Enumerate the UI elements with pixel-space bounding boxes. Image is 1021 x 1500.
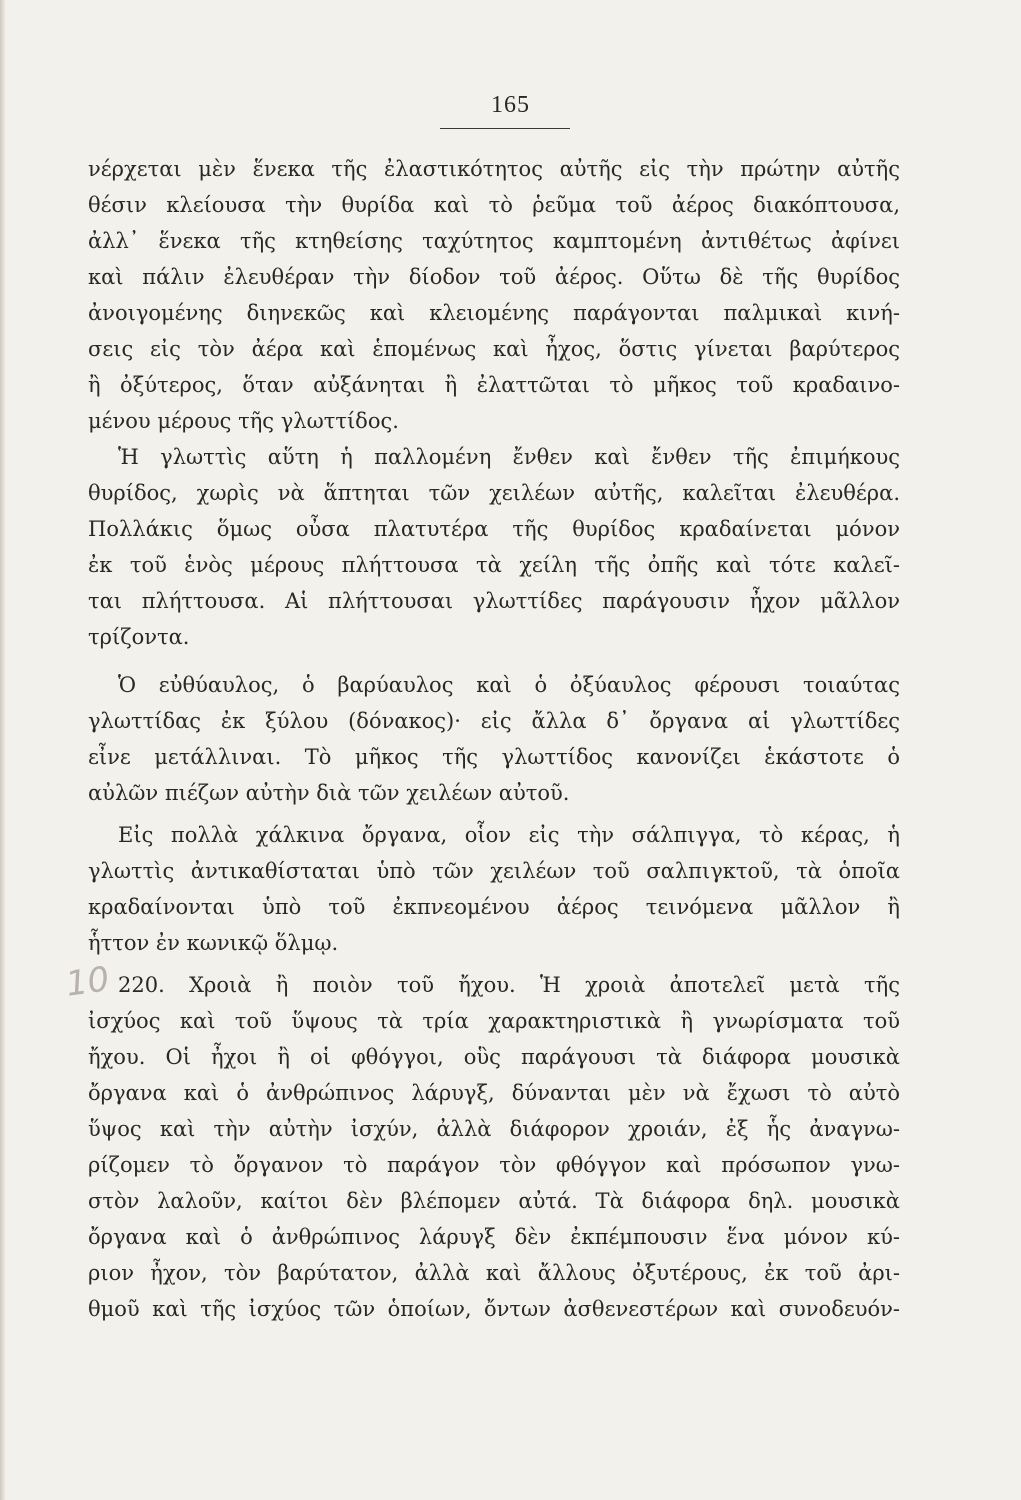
- text-line: Ἡ γλωττὶς αὕτη ἡ παλλομένη ἔνθεν καὶ ἔνθεν τῆς ἐπιμήκους: [118, 445, 900, 469]
- text-line: θέσιν κλείουσα τὴν θυρίδα καὶ τὸ ῥεῦμα τοῦ ἀέρος διακόπτουσα,: [88, 193, 900, 217]
- text-line: ται πλήττουσα. Αἱ πλήττουσαι γλωττίδες παράγουσιν ἦχον μᾶλλον: [88, 589, 900, 613]
- text-line: ἤχου. Οἱ ἦχοι ἢ οἱ φθόγγοι, οὓς παράγουσι τὰ διάφορα μουσικὰ: [88, 1045, 900, 1069]
- text-line: ἐκ τοῦ ἑνὸς μέρους πλήττουσα τὰ χείλη τῆς ὀπῆς καὶ τότε καλεῖ-: [88, 553, 900, 577]
- text-line: καὶ πάλιν ἐλευθέραν τὴν δίοδον τοῦ ἀέρος. Οὕτω δὲ τῆς θυρίδος: [88, 265, 900, 289]
- text-line: Πολλάκις ὅμως οὖσα πλατυτέρα τῆς θυρίδος κραδαίνεται μόνον: [88, 517, 900, 541]
- text-line: ρίζομεν τὸ ὄργανον τὸ παράγον τὸν φθόγγον καὶ πρόσωπον γνω-: [88, 1153, 900, 1177]
- text-line: αὐλῶν πιέζων αὐτὴν διὰ τῶν χειλέων αὐτοῦ.: [88, 781, 570, 805]
- section-heading-line: 220. Χροιὰ ἢ ποιὸν τοῦ ἤχου. Ἡ χροιὰ ἀποτελεῖ μετὰ τῆς: [118, 973, 900, 997]
- text-line: γλωττὶς ἀντικαθίσταται ὑπὸ τῶν χειλέων τοῦ σαλπιγκτοῦ, τὰ ὁποῖα: [88, 859, 900, 883]
- text-line: ριον ἦχον, τὸν βαρύτατον, ἀλλὰ καὶ ἄλλους ὀξυτέρους, ἐκ τοῦ ἀρι-: [88, 1261, 900, 1285]
- text-line: ἢ ὀξύτερος, ὅταν αὐξάνηται ἢ ἐλαττῶται τὸ μῆκος τοῦ κραδαινο-: [88, 373, 900, 397]
- text-line: τρίζοντα.: [88, 625, 190, 649]
- text-line: ὄργανα καὶ ὁ ἀνθρώπινος λάρυγξ, δύνανται μὲν νὰ ἔχωσι τὸ αὐτὸ: [88, 1081, 900, 1105]
- text-line: σεις εἰς τὸν ἀέρα καὶ ἑπομένως καὶ ἦχος, ὅστις γίνεται βαρύτερος: [88, 337, 900, 361]
- text-line: μένου μέρους τῆς γλωττίδος.: [88, 409, 399, 433]
- text-line: ὄργανα καὶ ὁ ἀνθρώπινος λάρυγξ δὲν ἐκπέμπουσιν ἕνα μόνον κύ-: [88, 1225, 900, 1249]
- text-line: θυρίδος, χωρὶς νὰ ἅπτηται τῶν χειλέων αὐτῆς, καλεῖται ἐλευθέρα.: [88, 481, 900, 505]
- text-line: κραδαίνονται ὑπὸ τοῦ ἐκπνεομένου ἀέρος τεινόμενα μᾶλλον ἢ: [88, 895, 900, 919]
- text-line: Εἰς πολλὰ χάλκινα ὄργανα, οἷον εἰς τὴν σάλπιγγα, τὸ κέρας, ἡ: [118, 823, 900, 847]
- text-line: ἧττον ἐν κωνικῷ ὅλμῳ.: [88, 931, 339, 955]
- text-line: ἀνοιγομένης διηνεκῶς καὶ κλειομένης παράγονται παλμικαὶ κινή-: [88, 301, 900, 325]
- page-number: 165: [491, 92, 530, 118]
- page-edge-shadow: [0, 0, 6, 1500]
- handwritten-margin-note: 10: [63, 959, 112, 1005]
- header-rule: [440, 128, 570, 129]
- text-line: θμοῦ καὶ τῆς ἰσχύος τῶν ὁποίων, ὄντων ἀσθενεστέρων καὶ συνοδευόν-: [88, 1297, 900, 1321]
- text-line: γλωττίδας ἐκ ξύλου (δόνακος)· εἰς ἄλλα δ᾽ ὄργανα αἱ γλωττίδες: [88, 709, 900, 733]
- text-line: Ὁ εὐθύαυλος, ὁ βαρύαυλος καὶ ὁ ὀξύαυλος φέρουσι τοιαύτας: [118, 673, 900, 697]
- text-line: ὕψος καὶ τὴν αὐτὴν ἰσχύν, ἀλλὰ διάφορον χροιάν, ἐξ ἧς ἀναγνω-: [88, 1117, 900, 1141]
- text-line: νέρχεται μὲν ἕνεκα τῆς ἐλαστικότητος αὐτῆς εἰς τὴν πρώτην αὐτῆς: [88, 157, 900, 181]
- text-line: ἰσχύος καὶ τοῦ ὕψους τὰ τρία χαρακτηριστικὰ ἢ γνωρίσματα τοῦ: [88, 1009, 900, 1033]
- text-line: στὸν λαλοῦν, καίτοι δὲν βλέπομεν αὐτά. Τὰ διάφορα δηλ. μουσικὰ: [88, 1189, 900, 1213]
- text-line: ἀλλ᾽ ἕνεκα τῆς κτηθείσης ταχύτητος καμπτομένη ἀντιθέτως ἀφίνει: [88, 229, 900, 253]
- text-line: εἶνε μετάλλιναι. Τὸ μῆκος τῆς γλωττίδος κανονίζει ἑκάστοτε ὁ: [88, 745, 900, 769]
